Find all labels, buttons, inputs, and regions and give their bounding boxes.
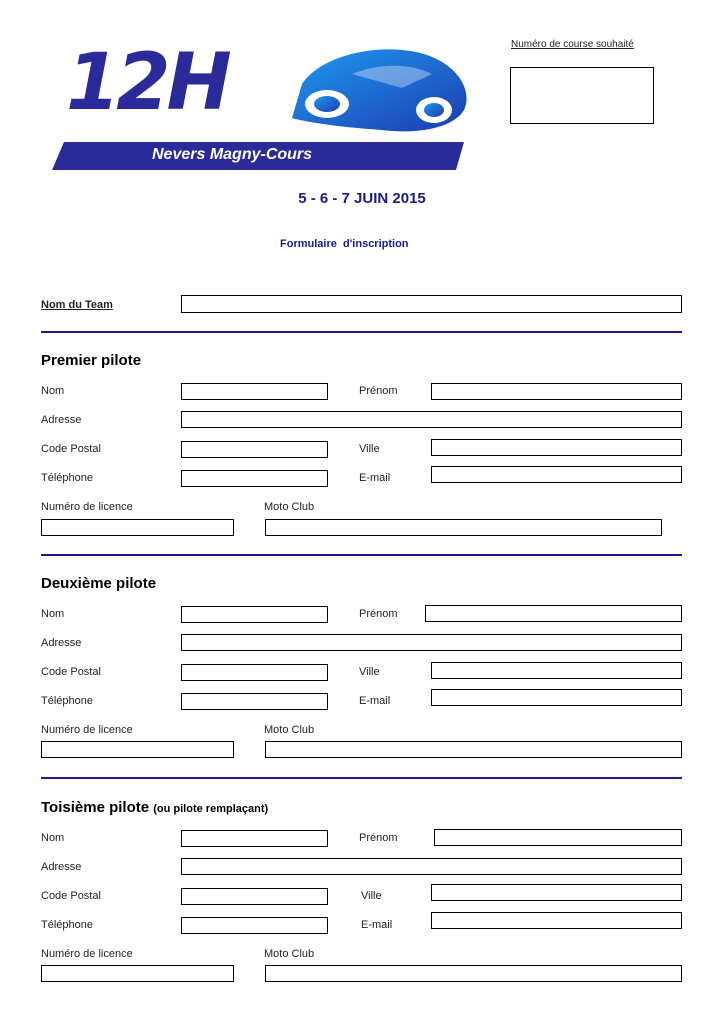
pilot-1-telephone-field[interactable]	[181, 470, 328, 487]
logo-banner-text: Nevers Magny-Cours	[152, 146, 313, 163]
pilot-2-code-postal-field[interactable]	[181, 664, 328, 681]
pilot-1-prenom-field[interactable]	[431, 383, 682, 400]
pilot-3-ville-label: Ville	[361, 890, 382, 902]
pilot-1-nom-field[interactable]	[181, 383, 328, 400]
pilot-2-moto-club-field[interactable]	[265, 741, 682, 758]
pilot-2-email-field[interactable]	[431, 689, 682, 706]
pilot-3-ville-field[interactable]	[431, 884, 682, 901]
event-date: 5 - 6 - 7 JUIN 2015	[298, 190, 426, 207]
pilot-2-prenom-field[interactable]	[425, 605, 682, 622]
pilot-3-prenom-field[interactable]	[434, 829, 682, 846]
pilot-1-adresse-field[interactable]	[181, 411, 682, 428]
pilot-2-nom-field[interactable]	[181, 606, 328, 623]
pilot-1-licence-label: Numéro de licence	[41, 501, 133, 513]
pilot-1-ville-field[interactable]	[431, 439, 682, 456]
pilot-3-nom-label: Nom	[41, 832, 65, 844]
pilot-1-prenom-label: Prénom	[359, 385, 398, 397]
pilot-2-adresse-field[interactable]	[181, 634, 682, 651]
pilot-1-telephone-label: Téléphone	[41, 472, 93, 484]
race-number-label: Numéro de course souhaité	[511, 39, 634, 50]
section-divider	[41, 554, 682, 556]
pilot-2-email-label: E-mail	[359, 695, 391, 707]
pilot-3-title	[41, 799, 268, 816]
pilot-2-code-postal-label: Code Postal	[41, 666, 101, 678]
pilot-2-licence-field[interactable]	[41, 741, 234, 758]
pilot-2-telephone-label: Téléphone	[41, 695, 93, 707]
pilot-1-nom-label: Nom	[41, 385, 65, 397]
pilot-1-licence-field[interactable]	[41, 519, 234, 536]
pilot-3-licence-label: Numéro de licence	[41, 948, 133, 960]
pilot-1-email-label: E-mail	[359, 472, 391, 484]
pilot-3-adresse-field[interactable]	[181, 858, 682, 875]
form-title: Formulaire d'inscription	[280, 238, 409, 250]
pilot-3-code-postal-field[interactable]	[181, 888, 328, 905]
team-name-label: Nom du Team	[41, 299, 113, 311]
pilot-2-licence-label: Numéro de licence	[41, 724, 133, 736]
pilot-2-moto-club-label: Moto Club	[264, 724, 315, 736]
pilot-2-adresse-label: Adresse	[41, 637, 82, 649]
pilot-1-title-text: Premier pilote	[41, 352, 142, 369]
pilot-2-ville-label: Ville	[359, 666, 380, 678]
pilot-3-email-field[interactable]	[431, 912, 682, 929]
section-divider	[41, 777, 682, 779]
race-number-field[interactable]	[510, 67, 654, 124]
pilot-3-title-note: (ou pilote remplaçant)	[153, 803, 269, 815]
section-divider	[41, 331, 682, 333]
team-name-field[interactable]	[181, 295, 682, 313]
pilot-1-email-field[interactable]	[431, 466, 682, 483]
pilot-3-prenom-label: Prénom	[359, 832, 398, 844]
pilot-2-title	[41, 575, 156, 592]
pilot-1-code-postal-label: Code Postal	[41, 443, 101, 455]
pilot-1-ville-label: Ville	[359, 443, 380, 455]
pilot-3-licence-field[interactable]	[41, 965, 234, 982]
pilot-3-moto-club-field[interactable]	[265, 965, 682, 982]
pilot-2-ville-field[interactable]	[431, 662, 682, 679]
pilot-2-telephone-field[interactable]	[181, 693, 328, 710]
pilot-1-moto-club-label: Moto Club	[264, 501, 315, 513]
logo-text: 12H	[66, 38, 228, 128]
event-logo	[52, 38, 472, 172]
pilot-3-moto-club-label: Moto Club	[264, 948, 315, 960]
pilot-3-email-label: E-mail	[361, 919, 393, 931]
pilot-3-nom-field[interactable]	[181, 830, 328, 847]
pilot-2-nom-label: Nom	[41, 608, 65, 620]
pilot-3-adresse-label: Adresse	[41, 861, 82, 873]
pilot-3-telephone-label: Téléphone	[41, 919, 93, 931]
pilot-1-moto-club-field[interactable]	[265, 519, 662, 536]
pilot-3-telephone-field[interactable]	[181, 917, 328, 934]
pilot-1-title	[41, 352, 141, 369]
pilot-3-code-postal-label: Code Postal	[41, 890, 101, 902]
pilot-2-title-text: Deuxième pilote	[41, 575, 157, 592]
pilot-1-code-postal-field[interactable]	[181, 441, 328, 458]
pilot-1-adresse-label: Adresse	[41, 414, 82, 426]
pilot-2-prenom-label: Prénom	[359, 608, 398, 620]
pilot-3-title-text: Toisième pilote	[41, 799, 150, 816]
